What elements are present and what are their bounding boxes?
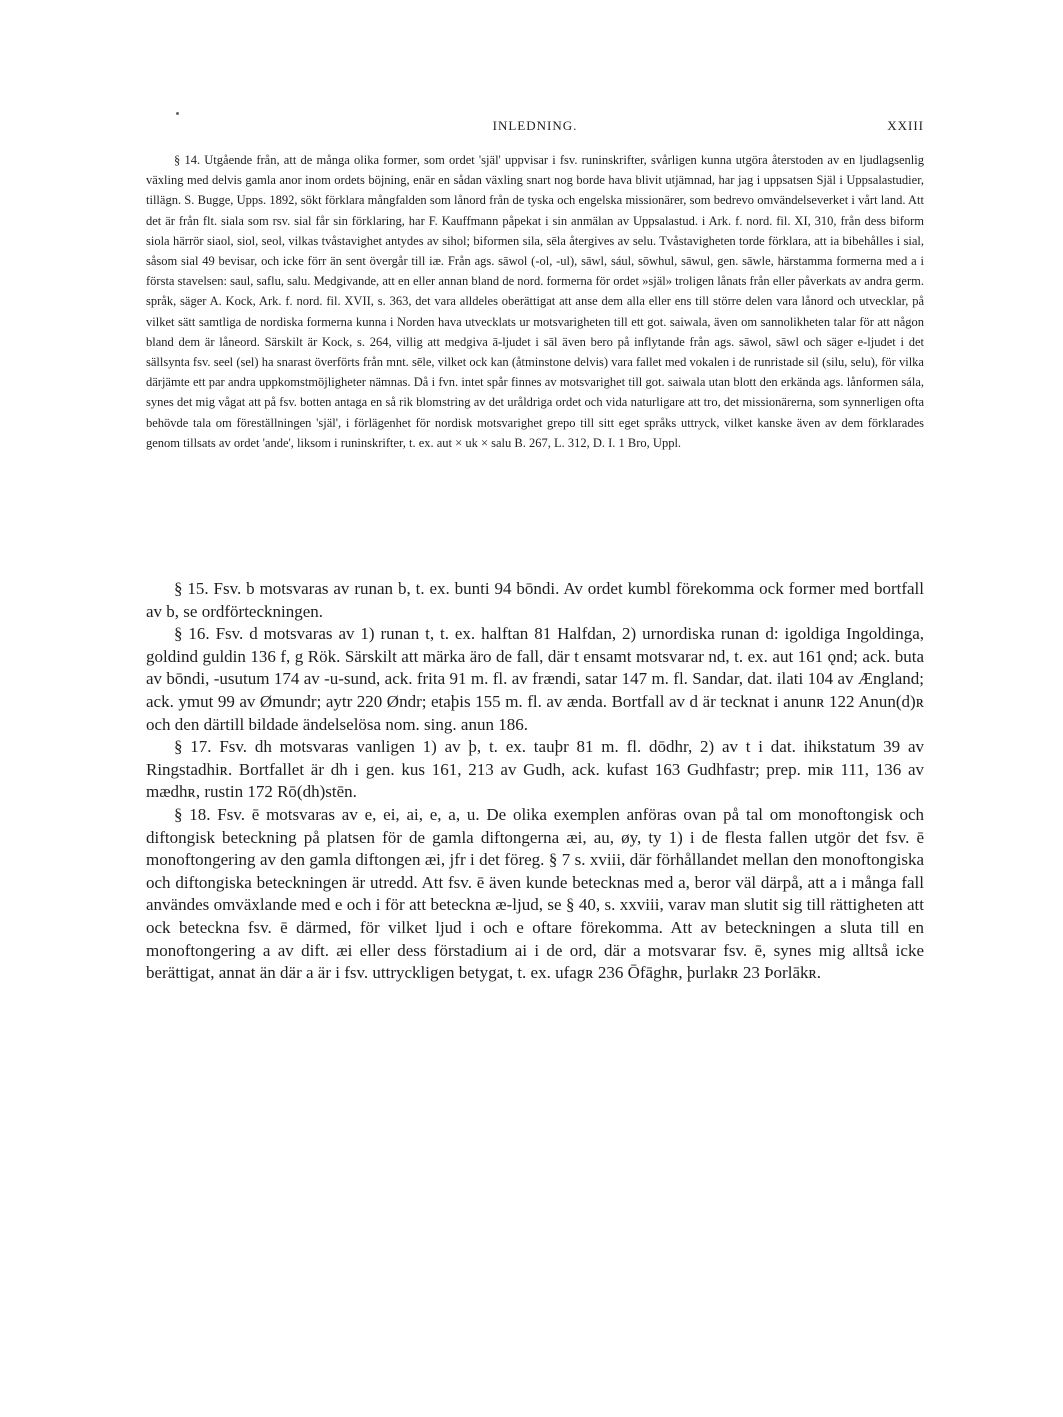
- main-text: [146, 578, 924, 985]
- paragraph-17: § 17. Fsv. dh motsvaras vanligen 1) av þ, t. ex. tauþr 81 m. fl. dōdhr, 2) av t i dat. ihikstatum 39 av Ringstadhiʀ. Bortfallet är dh i gen. kus 161, 213 av Gudh, ack. kufast 163 Gudhfastr; prep. miʀ 111, 136 av mædhʀ, rustin 172 Rō(dh)stēn.: [146, 737, 924, 802]
- running-header: [146, 118, 924, 138]
- section-14: [146, 150, 924, 453]
- page-number: XXIII: [887, 118, 924, 133]
- paragraph-16: § 16. Fsv. d motsvaras av 1) runan t, t. ex. halftan 81 Halfdan, 2) urnordiska runan d: igoldiga Ingoldinga, goldind guldin 136 f, g Rök. Särskilt att märka äro de fall, där t ensamt motsvarar nd, t. ex. aut 161 ǫnd; ack. buta av bōndi, -usutum 174 av -u-sund, ack. frita 91 m. fl. av frændi, satar 147 m. fl. Sandar, dat. ilati 104 av Ængland; ack. ymut 99 av Ømundr; aytr 220 Øndr; etaþis 155 m. fl. av ænda. Bortfall av d är tecknat i anunʀ 122 Anun(d)ʀ och den därtill bildade ändelselösa nom. sing. anun 186.: [146, 624, 924, 734]
- paragraph-15: § 15. Fsv. b motsvaras av runan b, t. ex. bunti 94 bōndi. Av ordet kumbl förekomma ock former med bortfall av b, se ordförteckningen.: [146, 579, 924, 621]
- paragraph-14: § 14. Utgående från, att de många olika former, som ordet 'själ' uppvisar i fsv. runinskrifter, svårligen kunna utgöra återstoden av en ljudlagsenlig växling med delvis gamla anor inom ordets böjning, enär en sådan växling snart nog borde hava blivit utjämnad, har jag i uppsatsen Själ i Uppsalastudier, tillägn. S. Bugge, Upps. 1892, sökt förklara mångfalden som lånord från de tyska och engelska missionärer, som bedrevo omvändelseverket i vårt land. Att det är från flt. siala som rsv. sial får sin förklaring, har F. Kauffmann påpekat i sin anmälan av Uppsalastud. i Ark. f. nord. fil. XI, 310, från dess biform siola härrör siaol, siol, seol, vilkas tvåstavighet antydes av sihol; biformen sila, sēla återgives av selu. Tvåstavigheten torde förklara, att ia bibehålles i sial, såsom sial 49 bevisar, och icke förr än sent övergår till iæ. Från ags. sāwol (-ol, -ul), sāwl, sául, sōwhul, sāwul, gen. sāwle, härstamma formerna med a i första stavelsen: saul, saflu, salu. Medgivande, att en eller annan bland de nord. formerna för ordet »själ» troligen lånats från eller påverkats av andra germ. språk, säger A. Kock, Ark. f. nord. fil. XVII, s. 363, det vara alldeles oberättigat att anse dem alla eller ens till större delen vara lånord och utvecklar, på vilket sätt samtliga de nordiska formerna kunna i Norden hava utvecklats ur motsvarigheten till ett got. saiwala, även om sannolikheten talar för att någon bland dem är låneord. Särskilt är Kock, s. 264, villig att medgiva ā-ljudet i sāl även bero på inflytande från ags. sāwol, sāwl och säger e-ljudet i det sällsynta fsv. seel (sel) ha snarast överförts från mnt. sēle, vilket ock kan (åtminstone delvis) vara fallet med vokalen i de runristade sil (silu, selu), för vilka därjämte ett par andra uppkomstmöjligheter nämnas. Då i fvn. intet spår finnes av motsvarighet till got. saiwala utan blott den erkända ags. lånformen sála, synes det mig vågat att på fsv. botten antaga en så rik blomstring av det uråldriga ordet och vida naturligare att tro, det missionärerna, som synnerligen ofta behövde tala om föreställningen 'själ', i förlägenhet för nordisk motsvarighet grepo till sitt eget språks uttryck, vilket kanske även av dem förklarades genom tillsats av ordet 'ande', liksom i runinskrifter, t. ex. aut × uk × salu B. 267, L. 312, D. I. 1 Bro, Uppl.: [146, 153, 924, 450]
- header-title: INLEDNING.: [492, 118, 578, 133]
- stray-mark: [176, 112, 179, 115]
- paragraph-18: § 18. Fsv. ē motsvaras av e, ei, ai, e, a, u. De olika exemplen anföras ovan på tal om monoftongisk och diftongisk beteckning på platsen för de gamla diftongerna æi, au, øy, ty 1) i de flesta fallen utgör det fsv. ē monoftongering av den gamla diftongen æi, jfr i det föreg. § 7 s. xviii, där förhållandet mellan den monoftongiska och diftongiska beteckningen är utredd. Att fsv. ē även kunde betecknas med a, beror väl därpå, att a i många fall användes omväxlande med e och i för att beteckna æ-ljud, se § 40, s. xxviii, varav man slutit sig till rättigheten att ock beteckna fsv. ē därmed, för vilket ljud i och e oftare förekomma. Att av beteckningen a sluta till en monoftongering a av dift. æi eller dess förstadium ai i de ord, där a motsvarar fsv. ē, synes mig alltså icke berättigat, annat än där a är i fsv. uttryckligen betygat, t. ex. ufagʀ 236 Ōfāghʀ, þurlakʀ 23 Þorlākʀ.: [146, 804, 924, 983]
